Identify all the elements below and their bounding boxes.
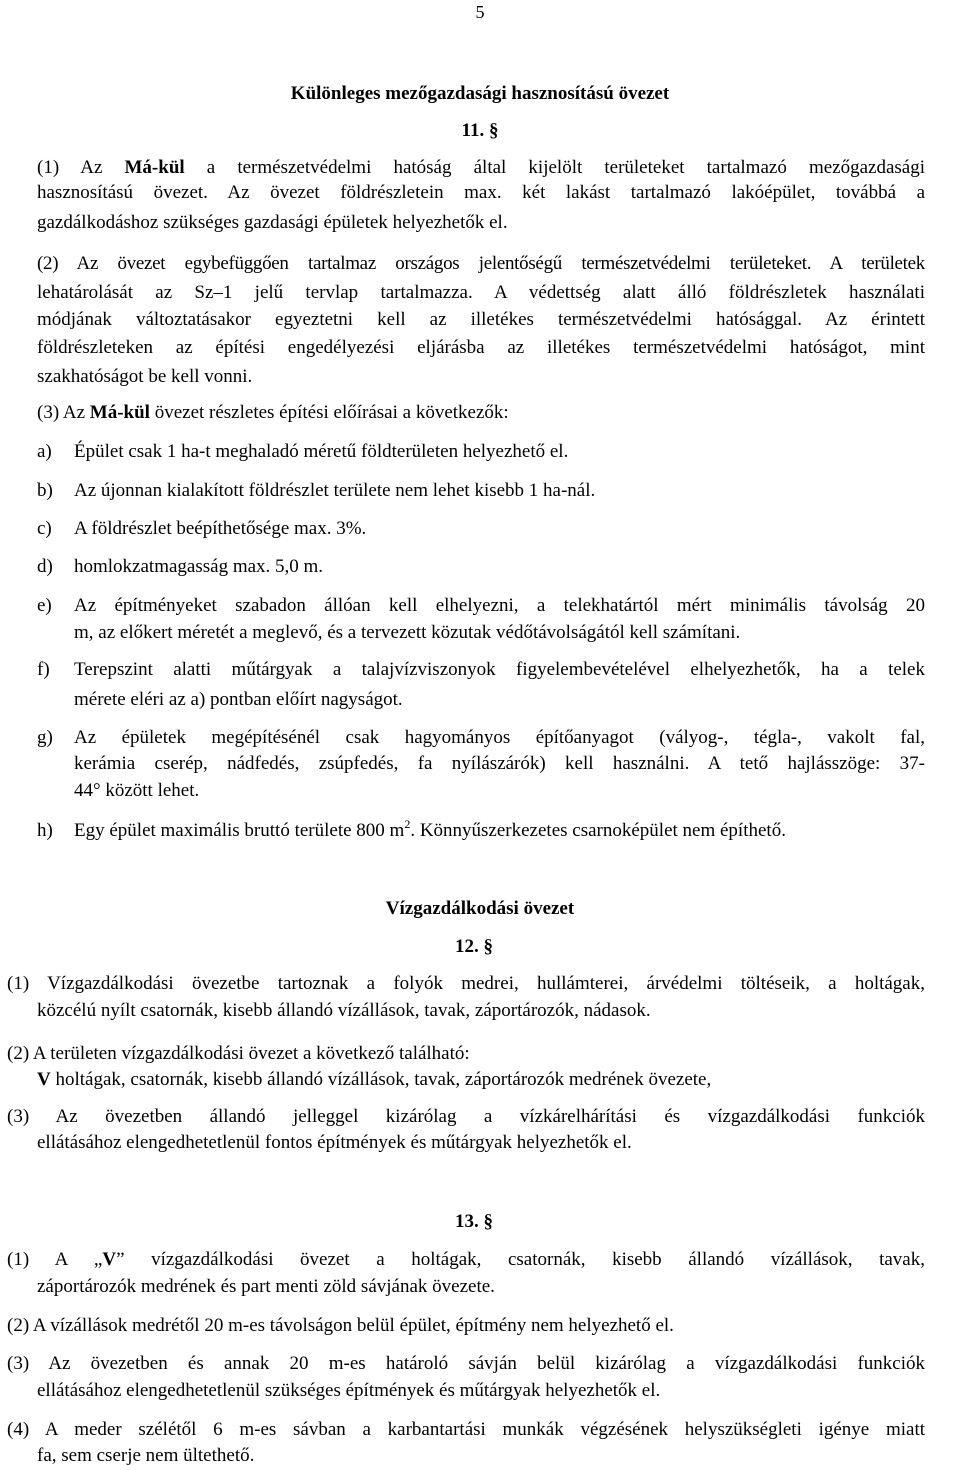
list-item: 44° között lehet. [74,780,200,801]
text-line: ellátásához elengedhetetlenül szükséges építmények és műtárgyak helyezhetők el. [37,1380,661,1401]
list-item: Az épületek megépítésénél csak hagyományos építőanyagot (vályog-, tégla-, vakolt fal, [74,727,925,748]
text-line: (4) A meder szélétől 6 m-es sávban a karbantartási munkák végzésének helyszükségleti igénye miatt [7,1419,925,1440]
text-line: gazdálkodáshoz szükséges gazdasági épületek helyezhetők el. [37,212,508,233]
text-line: (3) Az övezetben állandó jelleggel kizárólag a vízkárelhárítási és vízgazdálkodási funkciók [7,1106,925,1127]
text-line: (1) Vízgazdálkodási övezetbe tartoznak a folyók medrei, hullámterei, árvédelmi töltéseik, a holtágak, [7,973,925,994]
list-marker: c) [37,518,52,539]
paragraph-mark: 12. § [455,936,493,957]
text-line: (3) Az övezetben és annak 20 m-es határoló sávján belül kizárólag a vízgazdálkodási funkciók [7,1353,925,1374]
text-line: (1) A „V” vízgazdálkodási övezet a holtágak, csatornák, kisebb állandó vízállások, tavak, [7,1249,925,1270]
list-item: A földrészlet beépíthetősége max. 3%. [74,518,367,539]
text-line: szakhatóságot be kell vonni. [37,366,253,387]
text-line: (2) A vízállások medrétől 20 m-es távolságon belül épület, építmény nem helyezhető el. [7,1315,674,1336]
text-line: (3) Az Má-kül övezet részletes építési előírásai a következők: [37,402,509,423]
list-item: Épület csak 1 ha-t meghaladó méretű földterületen helyezhető el. [74,441,569,462]
list-marker: b) [37,480,53,501]
list-item: Terepszint alatti műtárgyak a talajvízviszonyok figyelembevételével elhelyezhetők, ha a telek [74,659,925,680]
list-marker: d) [37,556,53,577]
section-heading: Vízgazdálkodási övezet [385,898,575,919]
section-heading: Különleges mezőgazdasági hasznosítású övezet [290,83,670,104]
text-line: fa, sem cserje nem ültethető. [37,1445,255,1466]
text-line: közcélú nyílt csatornák, kisebb állandó vízállások, tavak, záportározók, nádasok. [37,1000,651,1021]
list-item: Az építményeket szabadon állóan kell elhelyezni, a telekhatártól mért minimális távolság 20 [74,595,925,616]
list-marker: f) [37,659,50,680]
paragraph-mark: 11. § [461,120,499,141]
paragraph-mark: 13. § [455,1211,493,1232]
text-line: (1) Az Má-kül a természetvédelmi hatóság által kijelölt területeket tartalmazó mezőgazdasági [37,157,925,178]
list-marker: e) [37,595,52,616]
list-marker: h) [37,820,53,841]
text-line: (2) A területen vízgazdálkodási övezet a következő található: [7,1043,470,1064]
list-item: kerámia cserép, nádfedés, zsúpfedés, fa nyílászárók) kell használni. A tető hajlásszöge: 37- [74,753,925,774]
text-line: ellátásához elengedhetetlenül fontos építmények és műtárgyak helyezhetők el. [37,1132,632,1153]
text-line: záportározók medrének és part menti zöld sávjának övezete. [37,1276,495,1297]
list-item: mérete eléri az a) pontban előírt nagyságot. [74,689,403,710]
list-item: Az újonnan kialakított földrészlet területe nem lehet kisebb 1 ha-nál. [74,480,596,501]
text-line: földrészleteken az építési engedélyezési eljárásba az illetékes természetvédelmi hatóságot, mint [37,337,925,358]
list-marker: a) [37,441,52,462]
text-line: (2) Az övezet egybefüggően tartalmaz országos jelentőségű természetvédelmi területeket. A területek [37,253,925,274]
list-item: Egy épület maximális bruttó területe 800 $m^2$. Könnyűszerkezetes csarnoképület nem építhető. [74,817,786,841]
text-line: módjának változtatásakor egyeztetni kell az illetékes természetvédelmi hatósággal. Az érintett [37,309,925,330]
text-line: hasznosítású övezet. Az övezet földrészletein max. két lakást tartalmazó lakóépület, továbbá a [37,182,925,203]
page-number: 5 [475,2,485,22]
text-line: lehatárolását az Sz–1 jelű tervlap tartalmazza. A védettség alatt álló földrészletek használati [37,282,925,303]
list-item: homlokzatmagasság max. 5,0 m. [74,556,324,577]
list-marker: g) [37,727,53,748]
list-item: m, az előkert méretét a meglevő, és a tervezett közutak védőtávolságától kell számítani. [74,622,741,643]
text-line: V holtágak, csatornák, kisebb állandó vízállások, tavak, záportározók medrének övezete, [37,1069,712,1090]
